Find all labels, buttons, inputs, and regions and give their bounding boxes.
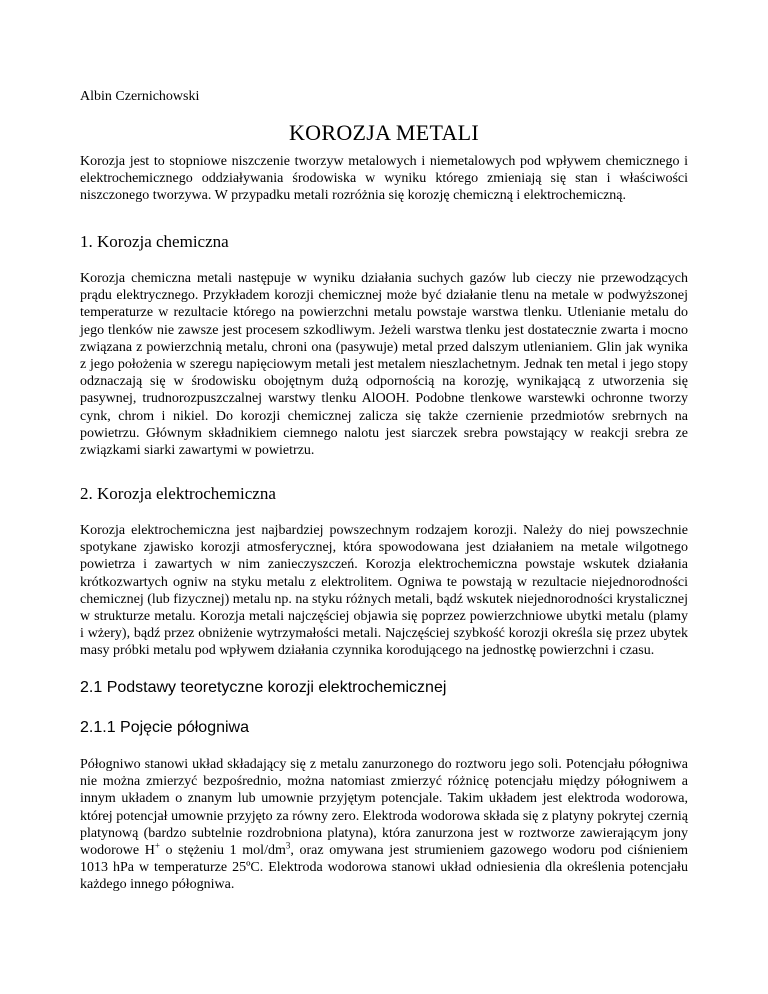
paragraph-text-part-1: Półogniwo stanowi układ składający się z metalu zanurzonego do roztworu jego soli. Potencjału półogniwa nie można zmierzyć bezpośrednio, można natomiast zmierzyć różnicę potencjału między półogniwem a innym układem o znanym lub umownie przyjętym potencjale. Takim układem jest elektroda wodorowa, której potencjał umownie przyjęto za równy zero. Elektroda wodorowa składa się z platyny pokrytej czernią platynową (bardzo subtelnie rozdrobniona platyna), która zanurzona jest w roztworze zawierającym jony wodorowe H bbox=[80, 757, 688, 859]
superscript-3: 3 bbox=[285, 840, 291, 851]
section-2-paragraph: Korozja elektrochemiczna jest najbardziej powszechnym rodzajem korozji. Należy do niej powszechnie spotykane zjawisko korozji atmosferycznej, która spowodowana jest działaniem na metale wilgotnego powietrza i zawartych w nim zanieczyszczeń. Korozja elektrochemiczna powstaje wskutek działania krótkozwartych ogniw na styku metalu z elektrolitem. Ogniwa te powstają w rezultacie niejednorodności chemicznej (lub fizycznej) metalu np. na styku różnych metali, bądź wskutek niejednorodności krystalicznej w strukturze metalu. Korozja metali najczęściej objawia się poprzez powierzchniowe ubytki metalu (plamy i wżery), bądź przez obniżenie wytrzymałości metali. Najczęściej szybkość korozji określa się przez ubytek masy próbki metalu pod wpływem działania czynnika korodującego na jednostkę powierzchni i czasu. bbox=[80, 523, 689, 659]
document-title: KOROZJA METALI bbox=[288, 120, 480, 145]
section-2-1-1-heading: 2.1.1 Pojęcie półogniwa bbox=[80, 719, 250, 736]
superscript-plus: + bbox=[154, 840, 160, 851]
section-2-1-1-paragraph bbox=[80, 756, 688, 894]
paragraph-text-part-2: o stężeniu 1 mol/dm bbox=[159, 843, 286, 859]
section-1-heading: 1. Korozja chemiczna bbox=[80, 232, 229, 251]
section-2-1-heading: 2.1 Podstawy teoretyczne korozji elektrochemicznej bbox=[80, 679, 447, 696]
section-2-heading: 2. Korozja elektrochemiczna bbox=[80, 484, 276, 503]
intro-paragraph: Korozja jest to stopniowe niszczenie tworzyw metalowych i niemetalowych pod wpływem chemicznego i elektrochemicznego oddziaływania środowiska w wyniku którego zmieniają się stan i właściwości niszczonego tworzywa. W przypadku metali rozróżnia się korozję chemiczną i elektrochemiczną. bbox=[80, 154, 688, 204]
section-1-paragraph: Korozja chemiczna metali następuje w wyniku działania suchych gazów lub cieczy nie przewodzących prądu elektrycznego. Przykładem korozji chemicznej może być działanie tlenu na metale w podwyższonej temperaturze w rezultacie którego na powierzchni metalu powstaje warstwa tlenku. Utlenianie metalu do jego tlenków nie zawsze jest procesem szkodliwym. Jeżeli warstwa tlenku jest dostatecznie zwarta i mocno związana z powierzchnią metalu, chroni ona (pasywuje) metal przed dalszym utlenianiem. Glin jak wynika z jego położenia w szeregu napięciowym metali jest metalem nieszlachetnym. Jednak ten metal i jego stopy odznaczają się w środowisku obojętnym dużą odpornością na korozję, wynikającą z utworzenia się pasywnej, trudnorozpuszczalnej warstwy tlenku AlOOH. Podobne tlenkowe warstewki ochronne tworzy cynk, chrom i nikiel. Do korozji chemicznej zalicza się także czernienie przedmiotów srebrnych na powietrzu. Głównym składnikiem ciemnego nalotu jest siarczek srebra powstający w reakcji srebra ze związkami siarki zawartymi w powietrzu. bbox=[80, 271, 688, 459]
author-name: Albin Czernichowski bbox=[80, 89, 200, 104]
paragraph-text-part-3: , oraz omywana jest strumieniem gazowego wodoru pod ciśnieniem 1013 hPa w temperaturze 25ºC. Elektroda wodorowa stanowi układ odniesienia dla określenia potencjału każdego innego półogniwa. bbox=[80, 843, 688, 893]
